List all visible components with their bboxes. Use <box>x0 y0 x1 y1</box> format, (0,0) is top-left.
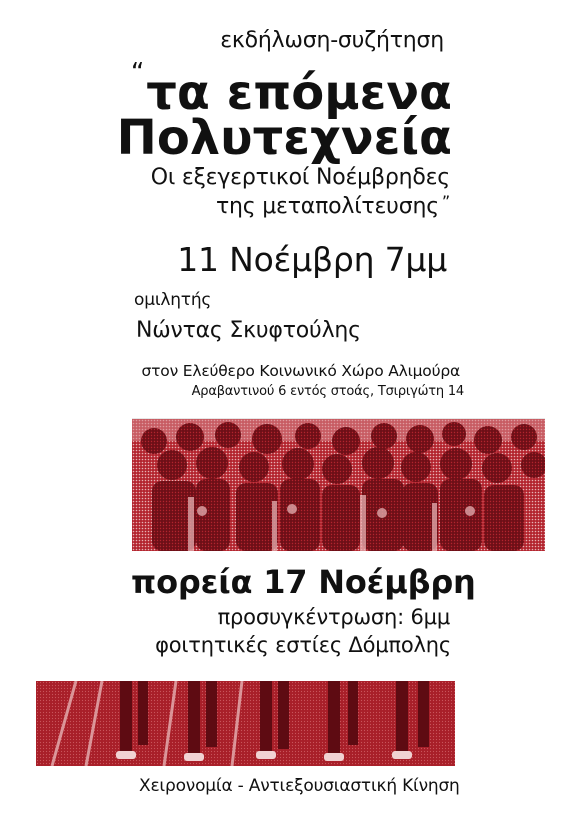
gathering-place: φοιτητικές εστίες Δόμπολης <box>155 633 451 657</box>
speaker-name: Νώντας Σκυφτούλης <box>136 318 361 343</box>
gathering-time: προσυγκέντρωση: 6μμ <box>217 605 450 629</box>
title-line-2: Πολυτεχνεία <box>116 110 452 166</box>
venue: στον Ελεύθερο Κοινωνικό Χώρο Αλιμούρα <box>141 362 460 380</box>
venue-address: Αραβαντινού 6 εντός στοάς, Τσιριγώτη 14 <box>191 384 464 399</box>
tagline-line-2-text: της μεταπολίτευσης <box>215 194 439 219</box>
title-line-1-text: τα επόμενα <box>146 65 452 121</box>
speaker-label: ομιλητής <box>134 290 212 310</box>
event-type-subtitle: εκδήλωση-συζήτηση <box>220 28 444 53</box>
tagline-close-quote: ” <box>441 192 450 211</box>
protest-crowd-photo-art <box>132 419 545 551</box>
title-open-quote: “ <box>130 58 145 88</box>
organizer-signature: Χειρονομία - Αντιεξουσιαστική Κίνηση <box>139 776 460 796</box>
march-title: πορεία 17 Νοέμβρη <box>131 563 476 601</box>
tagline-line-2 <box>216 192 450 219</box>
protest-crowd-photo <box>132 418 545 551</box>
march-legs-photo <box>36 681 455 766</box>
tagline-line-1: Οι εξεγερτικοί Νοέμβρηδες <box>150 165 450 190</box>
march-legs-photo-art <box>36 681 455 766</box>
event-date: 11 Νοέμβρη 7μμ <box>177 240 447 279</box>
